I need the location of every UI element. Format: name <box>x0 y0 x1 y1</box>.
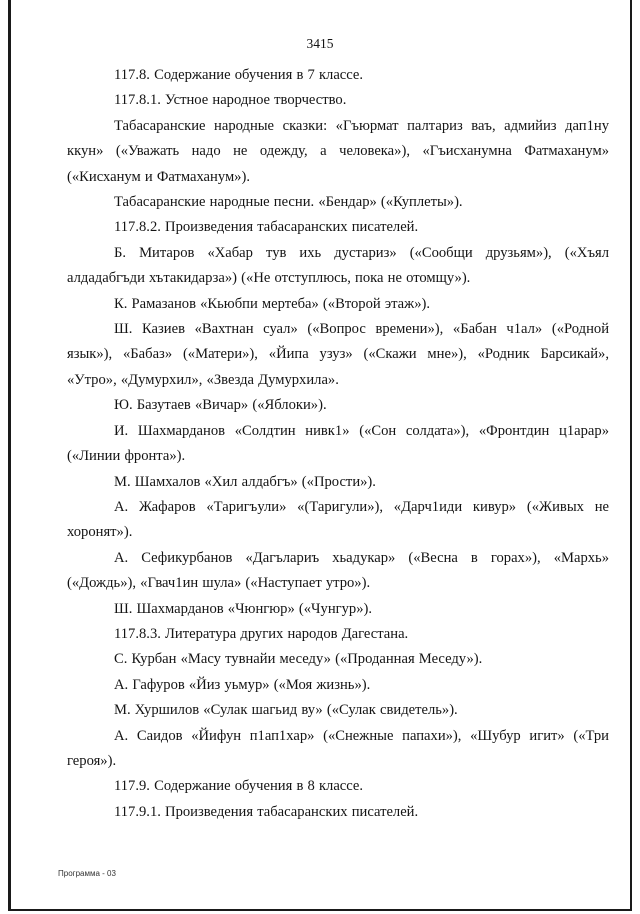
paragraph-author-entry: И. Шахмарданов «Солдтин нивк1» («Сон солдата»), «Фронтдин ц1арар» («Линии фронта»). <box>67 422 609 465</box>
paragraph-subsection-heading: 117.8.1. Устное народное творчество. <box>114 92 347 109</box>
paragraph-section-heading: 117.9. Содержание обучения в 8 классе. <box>114 778 364 795</box>
paragraph-author-entry: К. Рамазанов «Кьюбпи мертеба» («Второй этаж»). <box>114 295 431 312</box>
paragraph-subsection-heading: 117.9.1. Произведения табасаранских писателей. <box>114 803 419 820</box>
paragraph-author-entry: Б. Митаров «Хабар тув ихь дустариз» («Сообщи друзьям»), («Хъял алдадабгъди хътакидарза») («Не отступлюсь, пока не отомщу»). <box>67 244 609 287</box>
paragraph-author-entry: Ю. Базутаев «Вичар» («Яблоки»). <box>114 397 327 414</box>
document-body <box>67 63 609 825</box>
paragraph-author-entry: М. Шамхалов «Хил алдабгъ» («Прости»). <box>114 473 376 490</box>
paragraph-section-heading: 117.8. Содержание обучения в 7 классе. <box>114 67 364 83</box>
paragraph-author-entry: М. Хуршилов «Сулак шагьид ву» («Сулак свидетель»). <box>114 702 458 719</box>
paragraph-author-entry: А. Жафаров «Таригъули» «(Таригули»), «Дарч1иди кивур» («Живых не хоронят»). <box>67 498 609 541</box>
page-number: 3415 <box>306 36 334 51</box>
page-footer: Программа - 03 <box>58 869 116 878</box>
paragraph-subsection-heading: 117.8.3. Литература других народов Дагестана. <box>114 625 409 642</box>
paragraph-folk-songs: Табасаранские народные песни. «Бендар» («Куплеты»). <box>114 194 463 211</box>
paragraph-author-entry: С. Курбан «Масу тувнайи меседу» («Проданная Меседу»). <box>114 651 483 668</box>
paragraph-author-entry: Ш. Казиев «Вахтнан суал» («Вопрос времени»), «Бабан ч1ал» («Родной язык»), «Бабаз» («Матери»), «Йипа узуз» («Скажи мне»), «Родник Барсикай», «Утро», «Думурхил», «Звезда Думурхила». <box>67 321 609 388</box>
paragraph-subsection-heading: 117.8.2. Произведения табасаранских писателей. <box>114 219 419 236</box>
paragraph-folk-tales: Табасаранские народные сказки: «Гъюрмат палтариз ваъ, адмийиз дап1ну ккун» («Уважать надо не одежду, а человека»), «Гъисханумна Фатмаханум» («Кисханум и Фатмаханум»). <box>67 117 609 185</box>
paragraph-author-entry: А. Сефикурбанов «Дагълариъ хьадукар» («Весна в горах»), «Мархь» («Дождь»), «Гвач1ин шула» («Наступает утро»). <box>67 549 609 592</box>
paragraph-author-entry: А. Саидов «Йифун п1ап1хар» («Снежные папахи»), «Шубур игит» («Три героя»). <box>67 727 609 769</box>
paragraph-author-entry: А. Гафуров «Йиз уьмур» («Моя жизнь»). <box>114 676 371 693</box>
paragraph-author-entry: Ш. Шахмарданов «Чюнгюр» («Чунгур»). <box>114 600 373 617</box>
